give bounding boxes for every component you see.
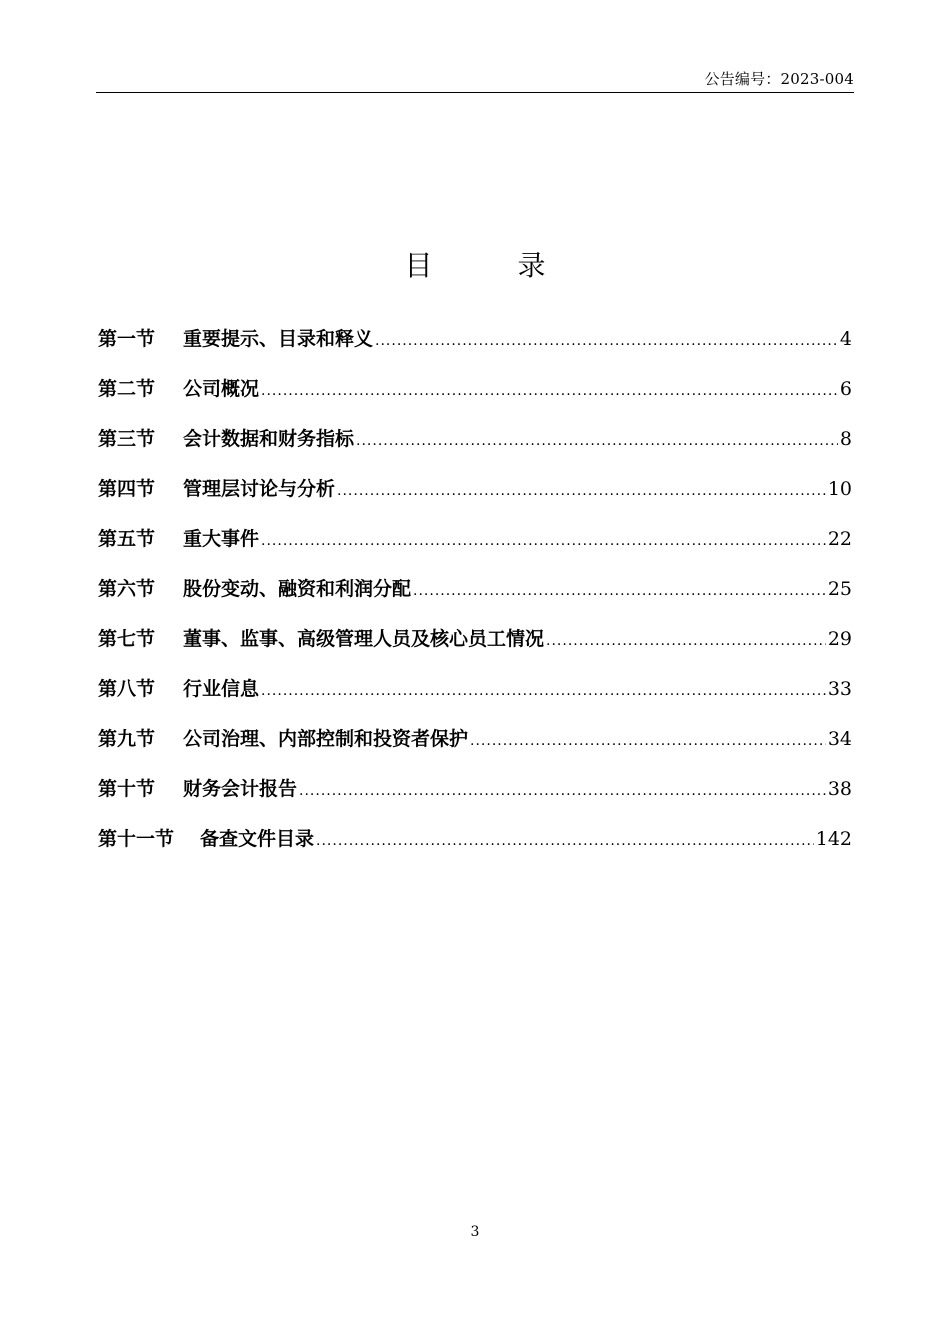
toc-dot-leader xyxy=(316,833,814,849)
toc-title: 目 录 xyxy=(404,249,584,282)
toc-section-name: 管理层讨论与分析 xyxy=(183,478,336,500)
toc-dot-leader xyxy=(261,383,838,399)
toc-entry[interactable] xyxy=(98,824,852,874)
toc-page-number: 38 xyxy=(827,778,852,800)
toc-section-number: 第九节 xyxy=(98,728,156,750)
toc-page-number: 29 xyxy=(827,628,852,650)
toc-page-number: 22 xyxy=(827,528,852,550)
toc-entry[interactable] xyxy=(98,724,852,774)
toc-page-number: 25 xyxy=(827,578,852,600)
toc-section-number: 第六节 xyxy=(98,578,156,600)
toc-section-number: 第七节 xyxy=(98,628,156,650)
toc-section-name: 董事、监事、高级管理人员及核心员工情况 xyxy=(183,628,545,650)
toc-page-number: 6 xyxy=(839,378,852,400)
toc-entry[interactable] xyxy=(98,674,852,724)
toc-entry[interactable] xyxy=(98,424,852,474)
toc-dot-leader xyxy=(546,633,826,649)
toc-section-name: 重要提示、目录和释义 xyxy=(183,328,374,350)
toc-dot-leader xyxy=(261,683,826,699)
toc-dot-leader xyxy=(337,483,826,499)
toc-section-number: 第十一节 xyxy=(98,828,175,850)
toc-section-name: 股份变动、融资和利润分配 xyxy=(183,578,412,600)
toc-section-number: 第一节 xyxy=(98,328,156,350)
toc-section-name: 备查文件目录 xyxy=(200,828,315,850)
toc-page-number: 33 xyxy=(827,678,852,700)
toc-section-number: 第二节 xyxy=(98,378,156,400)
toc-section-name: 行业信息 xyxy=(183,678,260,700)
toc-dot-leader xyxy=(299,783,826,799)
toc-entry[interactable] xyxy=(98,374,852,424)
toc-page-number: 8 xyxy=(839,428,852,450)
page-number: 3 xyxy=(470,1224,480,1240)
toc-entry[interactable] xyxy=(98,474,852,524)
toc-dot-leader xyxy=(356,433,838,449)
toc-entry[interactable] xyxy=(98,774,852,824)
toc-section-name: 重大事件 xyxy=(183,528,260,550)
toc-section-number: 第八节 xyxy=(98,678,156,700)
toc-section-number: 第三节 xyxy=(98,428,156,450)
toc-section-name: 公司概况 xyxy=(183,378,260,400)
toc-entry[interactable] xyxy=(98,324,852,374)
toc-entry[interactable] xyxy=(98,524,852,574)
toc-page-number: 10 xyxy=(827,478,852,500)
toc-page-number: 4 xyxy=(839,328,852,350)
page-header xyxy=(96,66,854,93)
toc-section-name: 会计数据和财务指标 xyxy=(183,428,355,450)
toc-page-number: 142 xyxy=(815,828,852,850)
toc-entry[interactable] xyxy=(98,574,852,624)
announcement-code: 公告编号：2023-004 xyxy=(704,70,854,88)
toc-dot-leader xyxy=(413,583,826,599)
toc-section-name: 财务会计报告 xyxy=(183,778,298,800)
toc-section-number: 第十节 xyxy=(98,778,156,800)
toc-section-number: 第四节 xyxy=(98,478,156,500)
toc-page-number: 34 xyxy=(827,728,852,750)
toc-section-name: 公司治理、内部控制和投资者保护 xyxy=(183,728,469,750)
toc-list xyxy=(98,324,852,874)
toc-dot-leader xyxy=(261,533,826,549)
toc-dot-leader xyxy=(470,733,826,749)
toc-dot-leader xyxy=(375,333,838,349)
toc-section-number: 第五节 xyxy=(98,528,156,550)
toc-entry[interactable] xyxy=(98,624,852,674)
